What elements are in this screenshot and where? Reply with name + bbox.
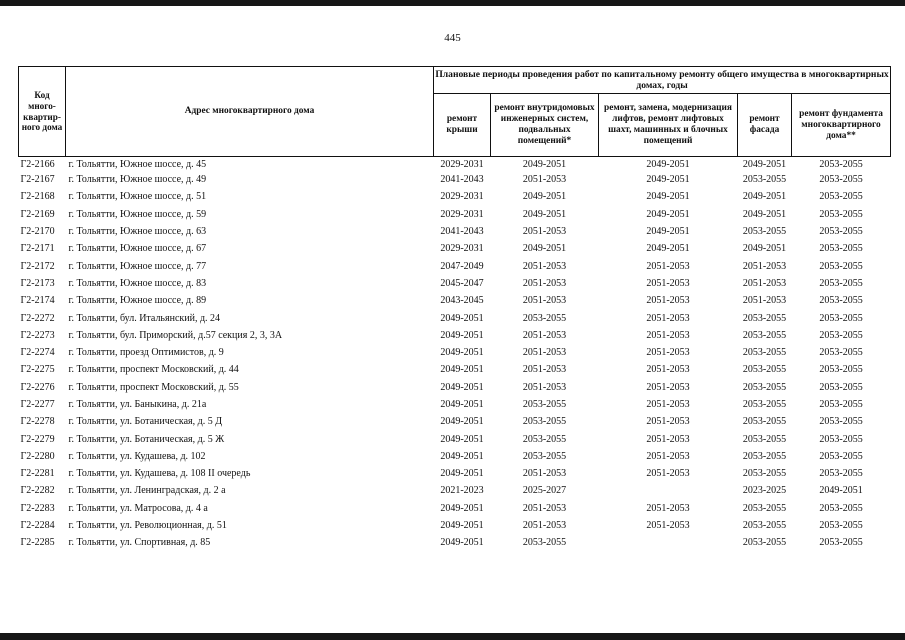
cell-elevators: 2049-2051 [646, 174, 690, 186]
cell-facade: 2053-2055 [742, 174, 787, 186]
cell-facade: 2051-2053 [742, 295, 787, 307]
cell-address: г. Тольятти, ул. Баныкина, д. 21а [68, 399, 207, 410]
cell-systems: 2049-2051 [522, 158, 567, 170]
cell-code: Г2-2280 [20, 450, 55, 462]
cell-systems: 2051-2053 [522, 468, 567, 480]
cell-roof: 2049-2051 [440, 399, 484, 410]
cell-foundation: 2053-2055 [819, 433, 863, 445]
cell-address: г. Тольятти, проезд Оптимистов, д. 9 [68, 347, 224, 359]
cell-facade: 2049-2051 [742, 158, 787, 170]
cell-address: г. Тольятти, Южное шоссе, д. 77 [68, 260, 207, 272]
cell-address: г. Тольятти, Южное шоссе, д. 89 [68, 295, 207, 307]
cell-code: Г2-2168 [20, 191, 55, 203]
cell-address: г. Тольятти, бул. Приморский, д.57 секция 2, 3, 3А [68, 329, 283, 341]
cell-facade: 2049-2051 [742, 243, 787, 255]
cell-roof: 2049-2051 [440, 537, 484, 549]
cell-address: г. Тольятти, ул. Спортивная, д. 85 [68, 537, 211, 549]
cell-elevators: 2051-2053 [646, 416, 690, 428]
table-row [19, 206, 891, 223]
table-row [19, 500, 891, 517]
cell-facade: 2053-2055 [742, 399, 787, 410]
cell-code: Г2-2281 [20, 468, 55, 480]
cell-foundation: 2053-2055 [819, 295, 863, 307]
cell-foundation: 2053-2055 [819, 208, 863, 220]
cell-foundation: 2053-2055 [819, 520, 863, 532]
cell-roof: 2049-2051 [440, 450, 484, 462]
cell-foundation: 2053-2055 [819, 399, 863, 410]
cell-roof: 2041-2043 [440, 226, 484, 238]
header-code: Код много-квартир-ного дома [19, 67, 66, 157]
table-row [19, 240, 891, 257]
cell-address: г. Тольятти, Южное шоссе, д. 45 [68, 158, 207, 170]
cell-systems: 2053-2055 [522, 450, 567, 462]
cell-address: г. Тольятти, Южное шоссе, д. 49 [68, 174, 207, 186]
cell-elevators: 2051-2053 [646, 295, 690, 307]
cell-facade: 2053-2055 [742, 468, 787, 480]
cell-systems: 2051-2053 [522, 174, 567, 186]
cell-code: Г2-2278 [20, 416, 55, 428]
cell-foundation: 2053-2055 [819, 226, 863, 238]
cell-code: Г2-2284 [20, 520, 55, 532]
table-row [19, 292, 891, 309]
cell-code: Г2-2277 [20, 399, 55, 410]
cell-systems: 2051-2053 [522, 226, 567, 238]
header-foundation: ремонт фундамента многоквартирного дома** [792, 94, 891, 157]
cell-elevators: 2051-2053 [646, 520, 690, 532]
cell-roof: 2029-2031 [440, 243, 484, 255]
cell-facade: 2049-2051 [742, 191, 787, 203]
cell-elevators [599, 534, 738, 551]
cell-roof: 2049-2051 [440, 468, 484, 480]
table-row [19, 223, 891, 240]
cell-foundation: 2053-2055 [819, 416, 863, 428]
cell-elevators: 2049-2051 [646, 191, 690, 203]
cell-foundation: 2053-2055 [819, 468, 863, 480]
cell-foundation: 2053-2055 [819, 450, 863, 462]
cell-elevators: 2051-2053 [646, 277, 690, 289]
cell-elevators: 2051-2053 [646, 260, 690, 272]
cell-facade: 2053-2055 [742, 537, 787, 549]
table-row [19, 517, 891, 534]
cell-facade: 2051-2053 [742, 260, 787, 272]
cell-systems: 2051-2053 [522, 277, 567, 289]
cell-code: Г2-2173 [20, 277, 55, 289]
cell-systems: 2053-2055 [522, 312, 567, 324]
cell-foundation: 2053-2055 [819, 174, 863, 186]
header-systems: ремонт внутридомовых инженерных систем, подвальных помещений* [491, 94, 599, 157]
cell-facade: 2053-2055 [742, 312, 787, 324]
cell-facade: 2053-2055 [742, 347, 787, 359]
cell-code: Г2-2279 [20, 433, 55, 445]
cell-code: Г2-2172 [20, 260, 55, 272]
cell-roof: 2049-2051 [440, 364, 484, 376]
table-row [19, 448, 891, 465]
table-row [19, 327, 891, 344]
cell-systems: 2025-2027 [522, 485, 567, 497]
table-row [19, 379, 891, 396]
cell-elevators: 2049-2051 [646, 208, 690, 220]
table-row [19, 257, 891, 274]
cell-code: Г2-2282 [20, 485, 55, 497]
table-row [19, 413, 891, 430]
cell-systems: 2053-2055 [522, 416, 567, 428]
cell-systems: 2051-2053 [522, 347, 567, 359]
cell-address: г. Тольятти, проспект Московский, д. 55 [68, 381, 239, 393]
cell-elevators: 2051-2053 [646, 502, 690, 514]
cell-code: Г2-2285 [20, 537, 55, 549]
cell-systems: 2053-2055 [522, 399, 567, 410]
cell-roof: 2041-2043 [440, 174, 484, 186]
header-facade: ремонт фасада [738, 94, 792, 157]
cell-systems: 2051-2053 [522, 502, 567, 514]
cell-roof: 2049-2051 [440, 433, 484, 445]
table-row [19, 482, 891, 499]
cell-foundation: 2053-2055 [819, 347, 863, 359]
header-roof: ремонт крыши [434, 94, 491, 157]
cell-address: г. Тольятти, ул. Революционная, д. 51 [68, 520, 227, 532]
cell-facade: 2053-2055 [742, 502, 787, 514]
cell-roof: 2047-2049 [440, 260, 484, 272]
cell-elevators: 2051-2053 [646, 450, 690, 462]
cell-code: Г2-2169 [20, 208, 55, 220]
cell-code: Г2-2275 [20, 364, 55, 376]
cell-address: г. Тольятти, ул. Матросова, д. 4 а [68, 502, 208, 514]
table-row [19, 361, 891, 378]
cell-roof: 2049-2051 [440, 520, 484, 532]
cell-systems: 2049-2051 [522, 191, 567, 203]
cell-foundation: 2053-2055 [819, 260, 863, 272]
cell-systems: 2051-2053 [522, 329, 567, 341]
table-row [19, 309, 891, 326]
cell-address: г. Тольятти, проспект Московский, д. 44 [68, 364, 239, 376]
cell-elevators: 2051-2053 [646, 364, 690, 376]
cell-code: Г2-2171 [20, 243, 55, 255]
cell-facade: 2053-2055 [742, 381, 787, 393]
cell-facade: 2053-2055 [742, 416, 787, 428]
cell-elevators: 2049-2051 [646, 243, 690, 255]
cell-address: г. Тольятти, ул. Ботаническая, д. 5 Д [68, 416, 223, 428]
cell-roof: 2029-2031 [440, 191, 484, 203]
cell-systems: 2051-2053 [522, 381, 567, 393]
cell-roof: 2045-2047 [440, 277, 484, 289]
cell-elevators: 2051-2053 [646, 399, 690, 410]
cell-elevators: 2051-2053 [646, 312, 690, 324]
cell-address: г. Тольятти, ул. Ленинградская, д. 2 а [68, 485, 226, 497]
table-row [19, 465, 891, 482]
cell-code: Г2-2174 [20, 295, 55, 307]
cell-address: г. Тольятти, ул. Кудашева, д. 102 [68, 450, 206, 462]
cell-systems: 2049-2051 [522, 243, 567, 255]
cell-roof: 2049-2051 [440, 312, 484, 324]
cell-facade: 2053-2055 [742, 433, 787, 445]
cell-foundation: 2053-2055 [819, 191, 863, 203]
cell-facade: 2053-2055 [742, 450, 787, 462]
cell-foundation: 2053-2055 [819, 502, 863, 514]
table-row [19, 396, 891, 413]
cell-systems: 2051-2053 [522, 364, 567, 376]
cell-address: г. Тольятти, Южное шоссе, д. 63 [68, 226, 207, 238]
header-elevators: ремонт, замена, модернизация лифтов, ремонт лифтовых шахт, машинных и блочных помещений [599, 94, 738, 157]
table-row [19, 275, 891, 292]
cell-foundation: 2053-2055 [819, 329, 863, 341]
cell-systems: 2049-2051 [522, 208, 567, 220]
cell-address: г. Тольятти, Южное шоссе, д. 59 [68, 208, 207, 220]
cell-address: г. Тольятти, Южное шоссе, д. 67 [68, 243, 207, 255]
cell-elevators: 2049-2051 [646, 158, 690, 170]
cell-code: Г2-2166 [20, 158, 55, 170]
table-header [19, 67, 891, 157]
cell-roof: 2049-2051 [440, 329, 484, 341]
cell-roof: 2049-2051 [440, 416, 484, 428]
cell-facade: 2053-2055 [742, 329, 787, 341]
cell-foundation: 2053-2055 [819, 312, 863, 324]
cell-code: Г2-2170 [20, 226, 55, 238]
cell-code: Г2-2283 [20, 502, 55, 514]
cell-foundation: 2049-2051 [819, 485, 863, 497]
cell-roof: 2049-2051 [440, 347, 484, 359]
cell-code: Г2-2273 [20, 329, 55, 341]
cell-code: Г2-2272 [20, 312, 55, 324]
cell-elevators: 2051-2053 [646, 329, 690, 341]
cell-facade: 2053-2055 [742, 226, 787, 238]
cell-roof: 2043-2045 [440, 295, 484, 307]
cell-roof: 2049-2051 [440, 381, 484, 393]
cell-roof: 2029-2031 [440, 158, 484, 170]
cell-systems: 2051-2053 [522, 520, 567, 532]
cell-elevators [599, 482, 738, 499]
table-body [19, 157, 891, 552]
cell-address: г. Тольятти, ул. Кудашева, д. 108 II очередь [68, 468, 251, 480]
cell-roof: 2021-2023 [440, 485, 484, 497]
cell-systems: 2053-2055 [522, 433, 567, 445]
cell-foundation: 2053-2055 [819, 243, 863, 255]
cell-elevators: 2051-2053 [646, 468, 690, 480]
cell-roof: 2049-2051 [440, 502, 484, 514]
cell-facade: 2053-2055 [742, 364, 787, 376]
capital-repair-table [18, 66, 891, 552]
cell-facade: 2049-2051 [742, 208, 787, 220]
cell-systems: 2051-2053 [522, 295, 567, 307]
top-border-rule [0, 0, 905, 6]
cell-address: г. Тольятти, ул. Ботаническая, д. 5 Ж [68, 433, 225, 445]
table-row [19, 188, 891, 205]
header-address: Адрес многоквартирного дома [66, 67, 434, 157]
cell-elevators: 2051-2053 [646, 381, 690, 393]
cell-code: Г2-2276 [20, 381, 55, 393]
page-number: 445 [444, 32, 461, 44]
cell-address: г. Тольятти, Южное шоссе, д. 51 [68, 191, 207, 203]
cell-address: г. Тольятти, бул. Итальянский, д. 24 [68, 312, 221, 324]
cell-foundation: 2053-2055 [819, 277, 863, 289]
cell-elevators: 2049-2051 [646, 226, 690, 238]
cell-facade: 2051-2053 [742, 277, 787, 289]
cell-code: Г2-2167 [20, 174, 55, 186]
header-periods-group: Плановые периоды проведения работ по капитальному ремонту общего имущества в многоквартирных домах, годы [434, 67, 891, 94]
bottom-border-rule [0, 633, 905, 640]
cell-systems: 2051-2053 [522, 260, 567, 272]
cell-address: г. Тольятти, Южное шоссе, д. 83 [68, 277, 207, 289]
cell-elevators: 2051-2053 [646, 433, 690, 445]
cell-facade: 2053-2055 [742, 520, 787, 532]
cell-foundation: 2053-2055 [819, 537, 863, 549]
table-row [19, 430, 891, 447]
table-row [19, 534, 891, 551]
cell-code: Г2-2274 [20, 347, 55, 359]
table-row [19, 344, 891, 361]
cell-foundation: 2053-2055 [819, 364, 863, 376]
cell-systems: 2053-2055 [522, 537, 567, 549]
table-row [19, 157, 891, 172]
table-row [19, 171, 891, 188]
cell-elevators: 2051-2053 [646, 347, 690, 359]
cell-foundation: 2053-2055 [819, 158, 863, 170]
cell-facade: 2023-2025 [742, 485, 787, 497]
cell-foundation: 2053-2055 [819, 381, 863, 393]
cell-roof: 2029-2031 [440, 208, 484, 220]
